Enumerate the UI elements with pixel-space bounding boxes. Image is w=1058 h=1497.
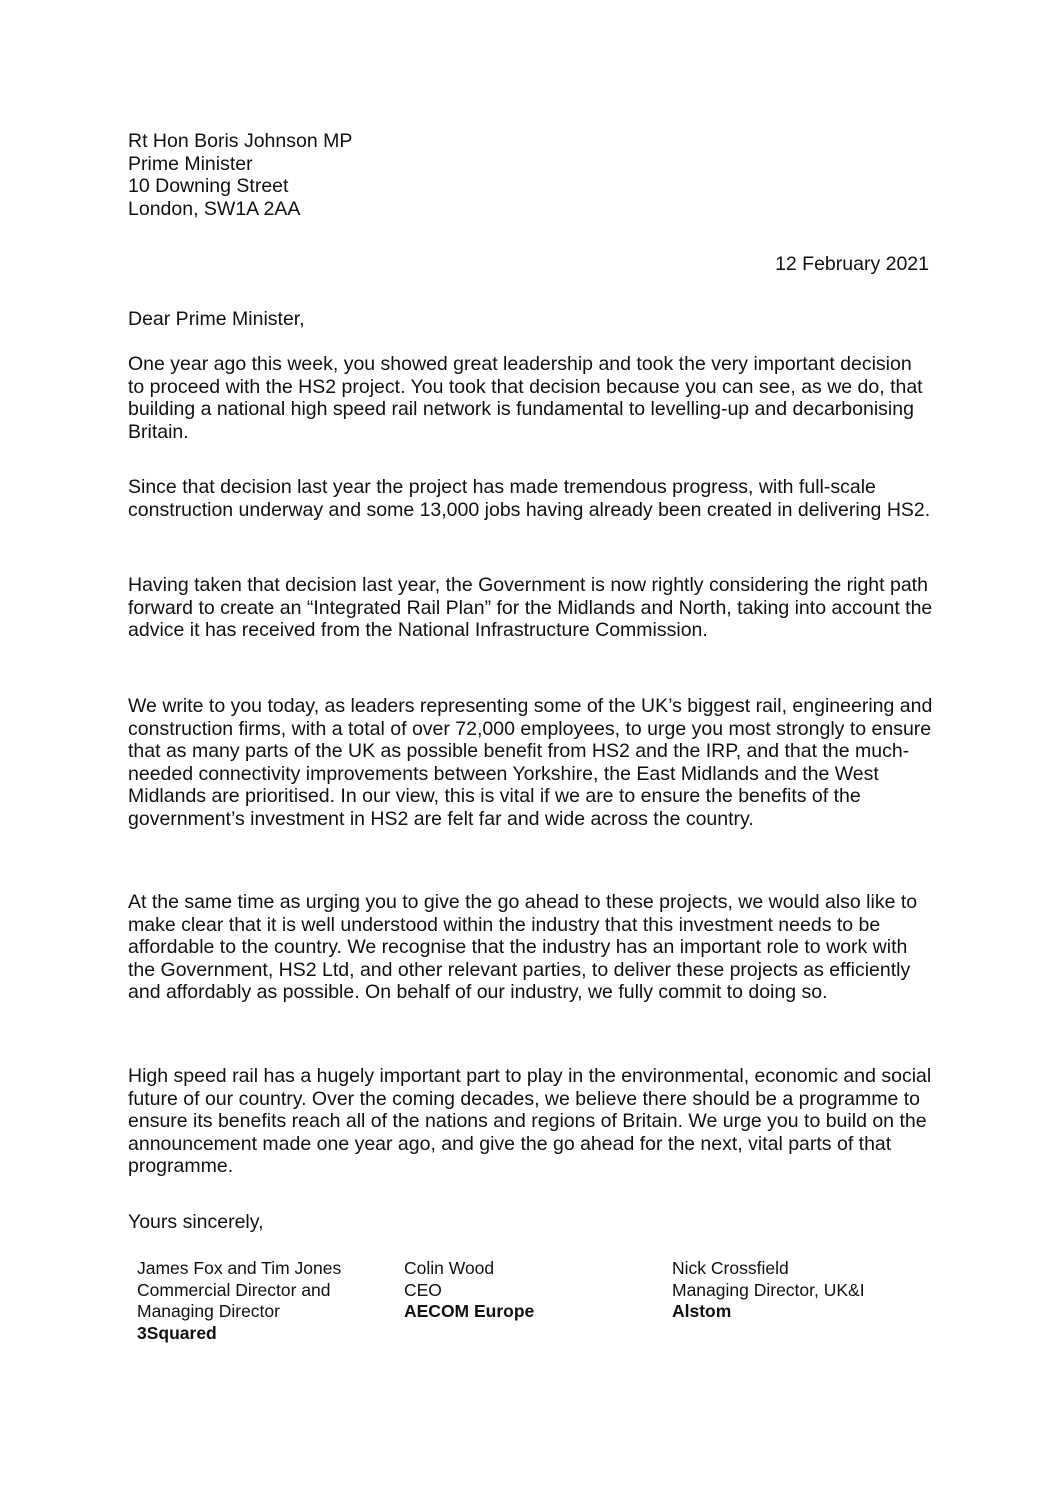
signatory-aecom: [404, 1258, 534, 1323]
paragraph-5: At the same time as urging you to give the go ahead to these projects, we would also like to make clear that it is well understood within the industry that this investment needs to be affordable to the country. We recognise that the industry has an important role to work with the Government, HS2 Ltd, and other relevant parties, to deliver these projects as efficiently and affordably as possible. On behalf of our industry, we fully commit to doing so.: [128, 891, 918, 1004]
signatory-title: Managing Director, UK&I: [672, 1279, 865, 1300]
signatory-title: Commercial Director and: [137, 1279, 331, 1300]
paragraph-1: One year ago this week, you showed great leadership and took the very important decision to proceed with the HS2 project. You took that decision because you can see, as we do, that building a national high speed rail network is fundamental to levelling-up and decarbonising Britain.: [128, 353, 923, 443]
recipient-name: Rt Hon Boris Johnson MP: [128, 130, 353, 152]
recipient-street: 10 Downing Street: [128, 175, 289, 198]
closing: Yours sincerely,: [128, 1211, 264, 1233]
paragraph-3: Having taken that decision last year, the Government is now rightly considering the right path forward to create an “Integrated Rail Plan” for the Midlands and North, taking into account the advice it has received from the National Infrastructure Commission.: [128, 574, 933, 642]
paragraph-4: We write to you today, as leaders representing some of the UK’s biggest rail, engineering and construction firms, with a total of over 72,000 employees, to urge you most strongly to ensure that as many parts of the UK as possible benefit from HS2 and the IRP, and that the much-needed connectivity improvements between Yorkshire, the East Midlands and the West Midlands are prioritised. In our view, this is vital if we are to ensure the benefits of the government’s investment in HS2 are felt far and wide across the country.: [128, 695, 933, 830]
recipient-title: Prime Minister: [128, 152, 253, 175]
recipient-city: London, SW1A 2AA: [128, 197, 301, 220]
signatory-name: James Fox and Tim Jones: [137, 1258, 342, 1278]
signatory-organisation: 3Squared: [137, 1322, 217, 1343]
letter-date: 12 February 2021: [775, 253, 929, 275]
signatory-organisation: Alstom: [672, 1301, 732, 1321]
paragraph-2: Since that decision last year the project has made tremendous progress, with full-scale construction underway and some 13,000 jobs having already been created in delivering HS2.: [128, 476, 931, 521]
signatory-title: Managing Director: [137, 1301, 280, 1321]
signatory-organisation: AECOM Europe: [404, 1301, 535, 1321]
signatory-alstom: [672, 1258, 865, 1323]
signatory-3squared: [137, 1258, 341, 1344]
paragraph-6: High speed rail has a hugely important part to play in the environmental, economic and social future of our country. Over the coming decades, we believe there should be a programme to ensure its benefits reach all of the nations and regions of Britain. We urge you to build on the announcement made one year ago, and give the go ahead for the next, vital parts of that programme.: [128, 1065, 932, 1178]
signatory-title: CEO: [404, 1279, 442, 1300]
signatory-name: Nick Crossfield: [672, 1258, 789, 1278]
salutation: Dear Prime Minister,: [128, 308, 305, 330]
recipient-address: [128, 130, 933, 220]
signatory-name: Colin Wood: [404, 1258, 495, 1278]
